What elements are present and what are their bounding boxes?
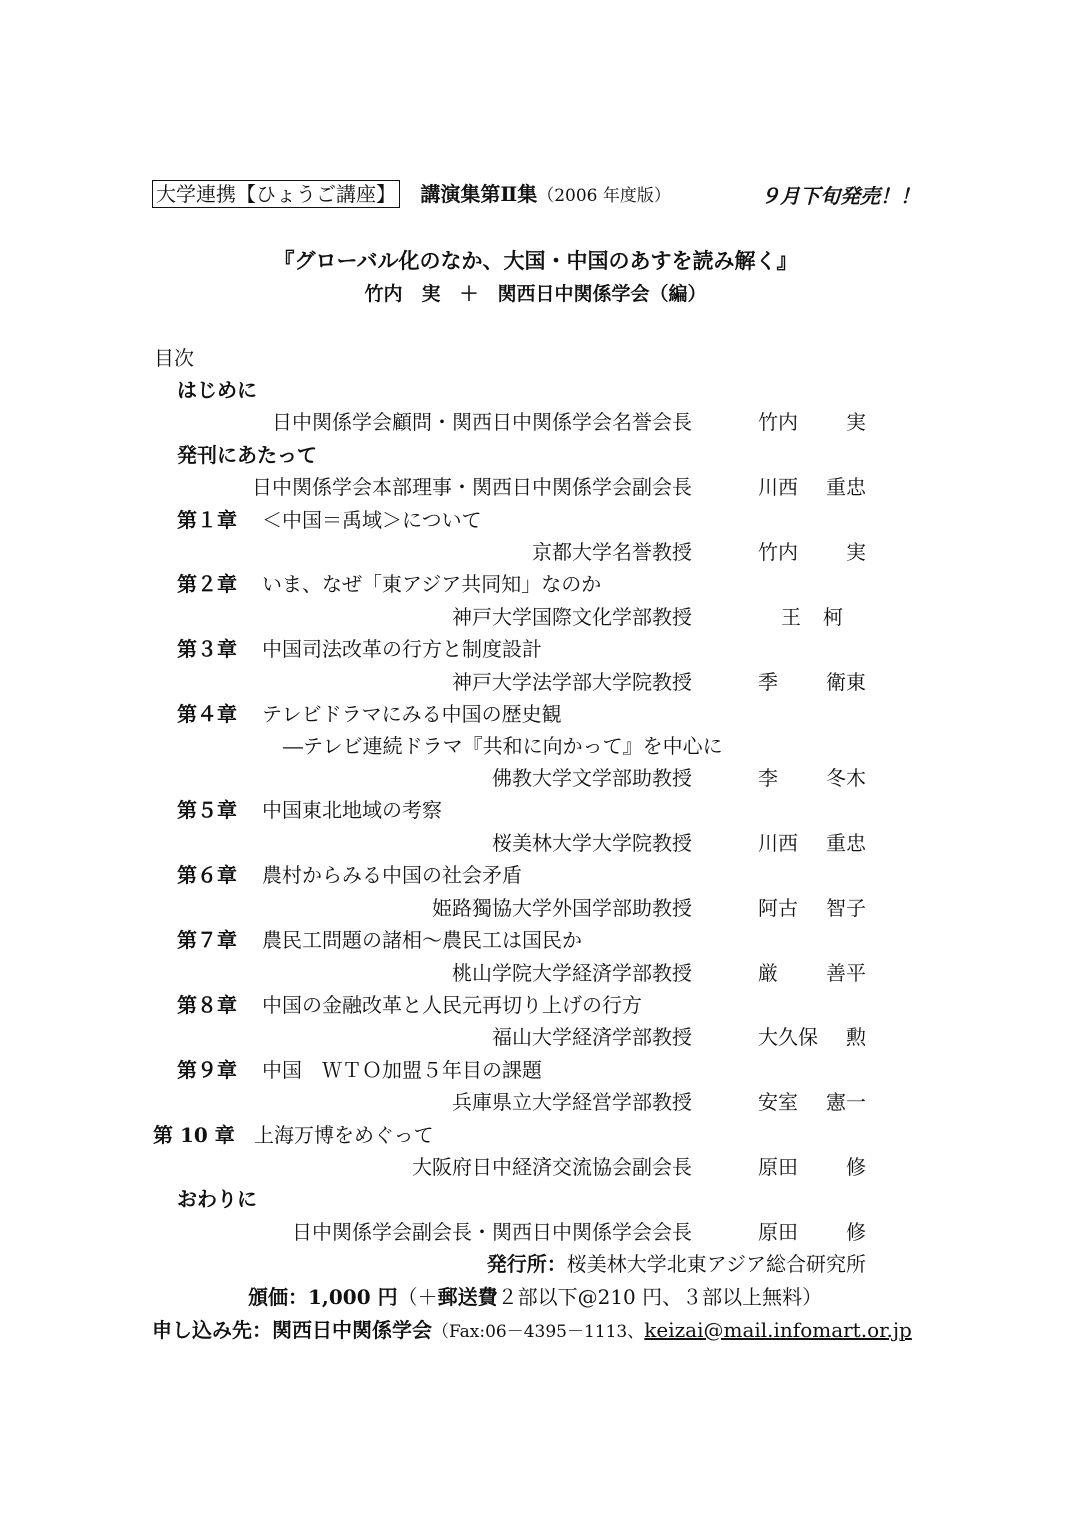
chapter-number: 第１章 — [177, 508, 237, 532]
toc-affiliation: 桃山学院大学経済学部教授 — [452, 961, 692, 985]
chapter-number: 第２章 — [177, 572, 237, 596]
price-label: 頒価：1,000 円 — [248, 1285, 398, 1309]
toc-item-intro: はじめに — [177, 378, 257, 402]
chapter-number: 第７章 — [177, 928, 237, 952]
chapter-number: 第６章 — [177, 863, 237, 887]
chapter-title: 農民工問題の諸相～農民工は国民か — [262, 928, 582, 952]
chapter-title: 農村からみる中国の社会矛盾 — [262, 863, 522, 887]
chapter-number: 第９章 — [177, 1058, 237, 1082]
toc-author: 王 柯 — [781, 605, 843, 629]
shipping-label: 郵送費 — [437, 1285, 498, 1309]
toc-affiliation: 日中関係学会顧問・関西日中関係学会名誉会長 — [272, 410, 692, 434]
chapter-title: ＜中国＝禹域＞について — [262, 508, 482, 532]
chapter-title: いま、なぜ「東アジア共同知」なのか — [262, 572, 602, 596]
toc-affiliation: 兵庫県立大学経営学部教授 — [452, 1090, 692, 1114]
toc-affiliation: 京都大学名誉教授 — [532, 540, 692, 564]
chapter-number: 第３章 — [177, 637, 237, 661]
header-line — [152, 182, 671, 206]
chapter-number: 第４章 — [177, 702, 237, 726]
toc-affiliation: 神戸大学国際文化学部教授 — [452, 605, 692, 629]
chapter-subtitle: ―テレビ連続ドラマ『共和に向かって』を中心に — [283, 734, 723, 758]
toc-item-afterword: おわりに — [177, 1187, 257, 1211]
chapter-title: 中国の金融改革と人民元再切り上げの行方 — [262, 993, 642, 1017]
chapter-title: テレビドラマにみる中国の歴史観 — [262, 702, 562, 726]
chapter-title: 中国東北地域の考察 — [262, 798, 442, 822]
toc-label: 目次 — [154, 346, 194, 370]
order-email-link[interactable]: keizai@mail.infomart.or.jp — [644, 1318, 912, 1342]
publisher-name: 桜美林大学北東アジア総合研究所 — [566, 1252, 866, 1276]
chapter-title: 上海万博をめぐって — [254, 1123, 434, 1147]
volume-title: 講演集第Ⅱ集 — [420, 182, 538, 206]
series-label: 大学連携【ひょうご講座】 — [152, 180, 400, 208]
toc-affiliation: 佛教大学文学部助教授 — [492, 766, 692, 790]
edition-label: （2006 年度版） — [537, 186, 671, 206]
toc-affiliation: 桜美林大学大学院教授 — [492, 831, 692, 855]
publisher-label: 発行所： — [486, 1252, 567, 1276]
chapter-number: 第 10 章 — [153, 1123, 235, 1147]
toc-affiliation: 福山大学経済学部教授 — [492, 1025, 692, 1049]
order-fax: （Fax:06－4395－1113、 — [432, 1322, 645, 1342]
price-paren: （＋ — [397, 1285, 438, 1309]
toc-affiliation: 大阪府日中経済交流協会副会長 — [412, 1155, 692, 1179]
book-editors: 竹内 実 ＋ 関西日中関係学会（編） — [364, 283, 707, 305]
order-label: 申し込み先：関西日中関係学会 — [152, 1318, 432, 1342]
toc-item-foreword: 発刊にあたって — [177, 443, 317, 467]
release-notice: ９月下旬発売！！ — [760, 184, 920, 208]
chapter-number: 第８章 — [177, 993, 237, 1017]
chapter-title: 中国司法改革の行方と制度設計 — [262, 637, 542, 661]
book-title: 『グローバル化のなか、大国・中国のあすを読み解く』 — [273, 248, 798, 273]
toc-affiliation: 日中関係学会本部理事・関西日中関係学会副会長 — [252, 475, 692, 499]
publisher-line — [487, 1252, 866, 1276]
chapter-title: 中国 ＷＴＯ加盟５年目の課題 — [262, 1058, 542, 1082]
toc-affiliation: 日中関係学会副会長・関西日中関係学会会長 — [292, 1220, 692, 1244]
chapter-number: 第５章 — [177, 798, 237, 822]
shipping-detail: ２部以下@210 円、３部以上無料） — [497, 1285, 823, 1309]
toc-affiliation: 神戸大学法学部大学院教授 — [452, 670, 692, 694]
order-line — [152, 1318, 912, 1342]
price-line — [248, 1285, 822, 1309]
toc-affiliation: 姫路獨協大学外国学部助教授 — [432, 896, 692, 920]
